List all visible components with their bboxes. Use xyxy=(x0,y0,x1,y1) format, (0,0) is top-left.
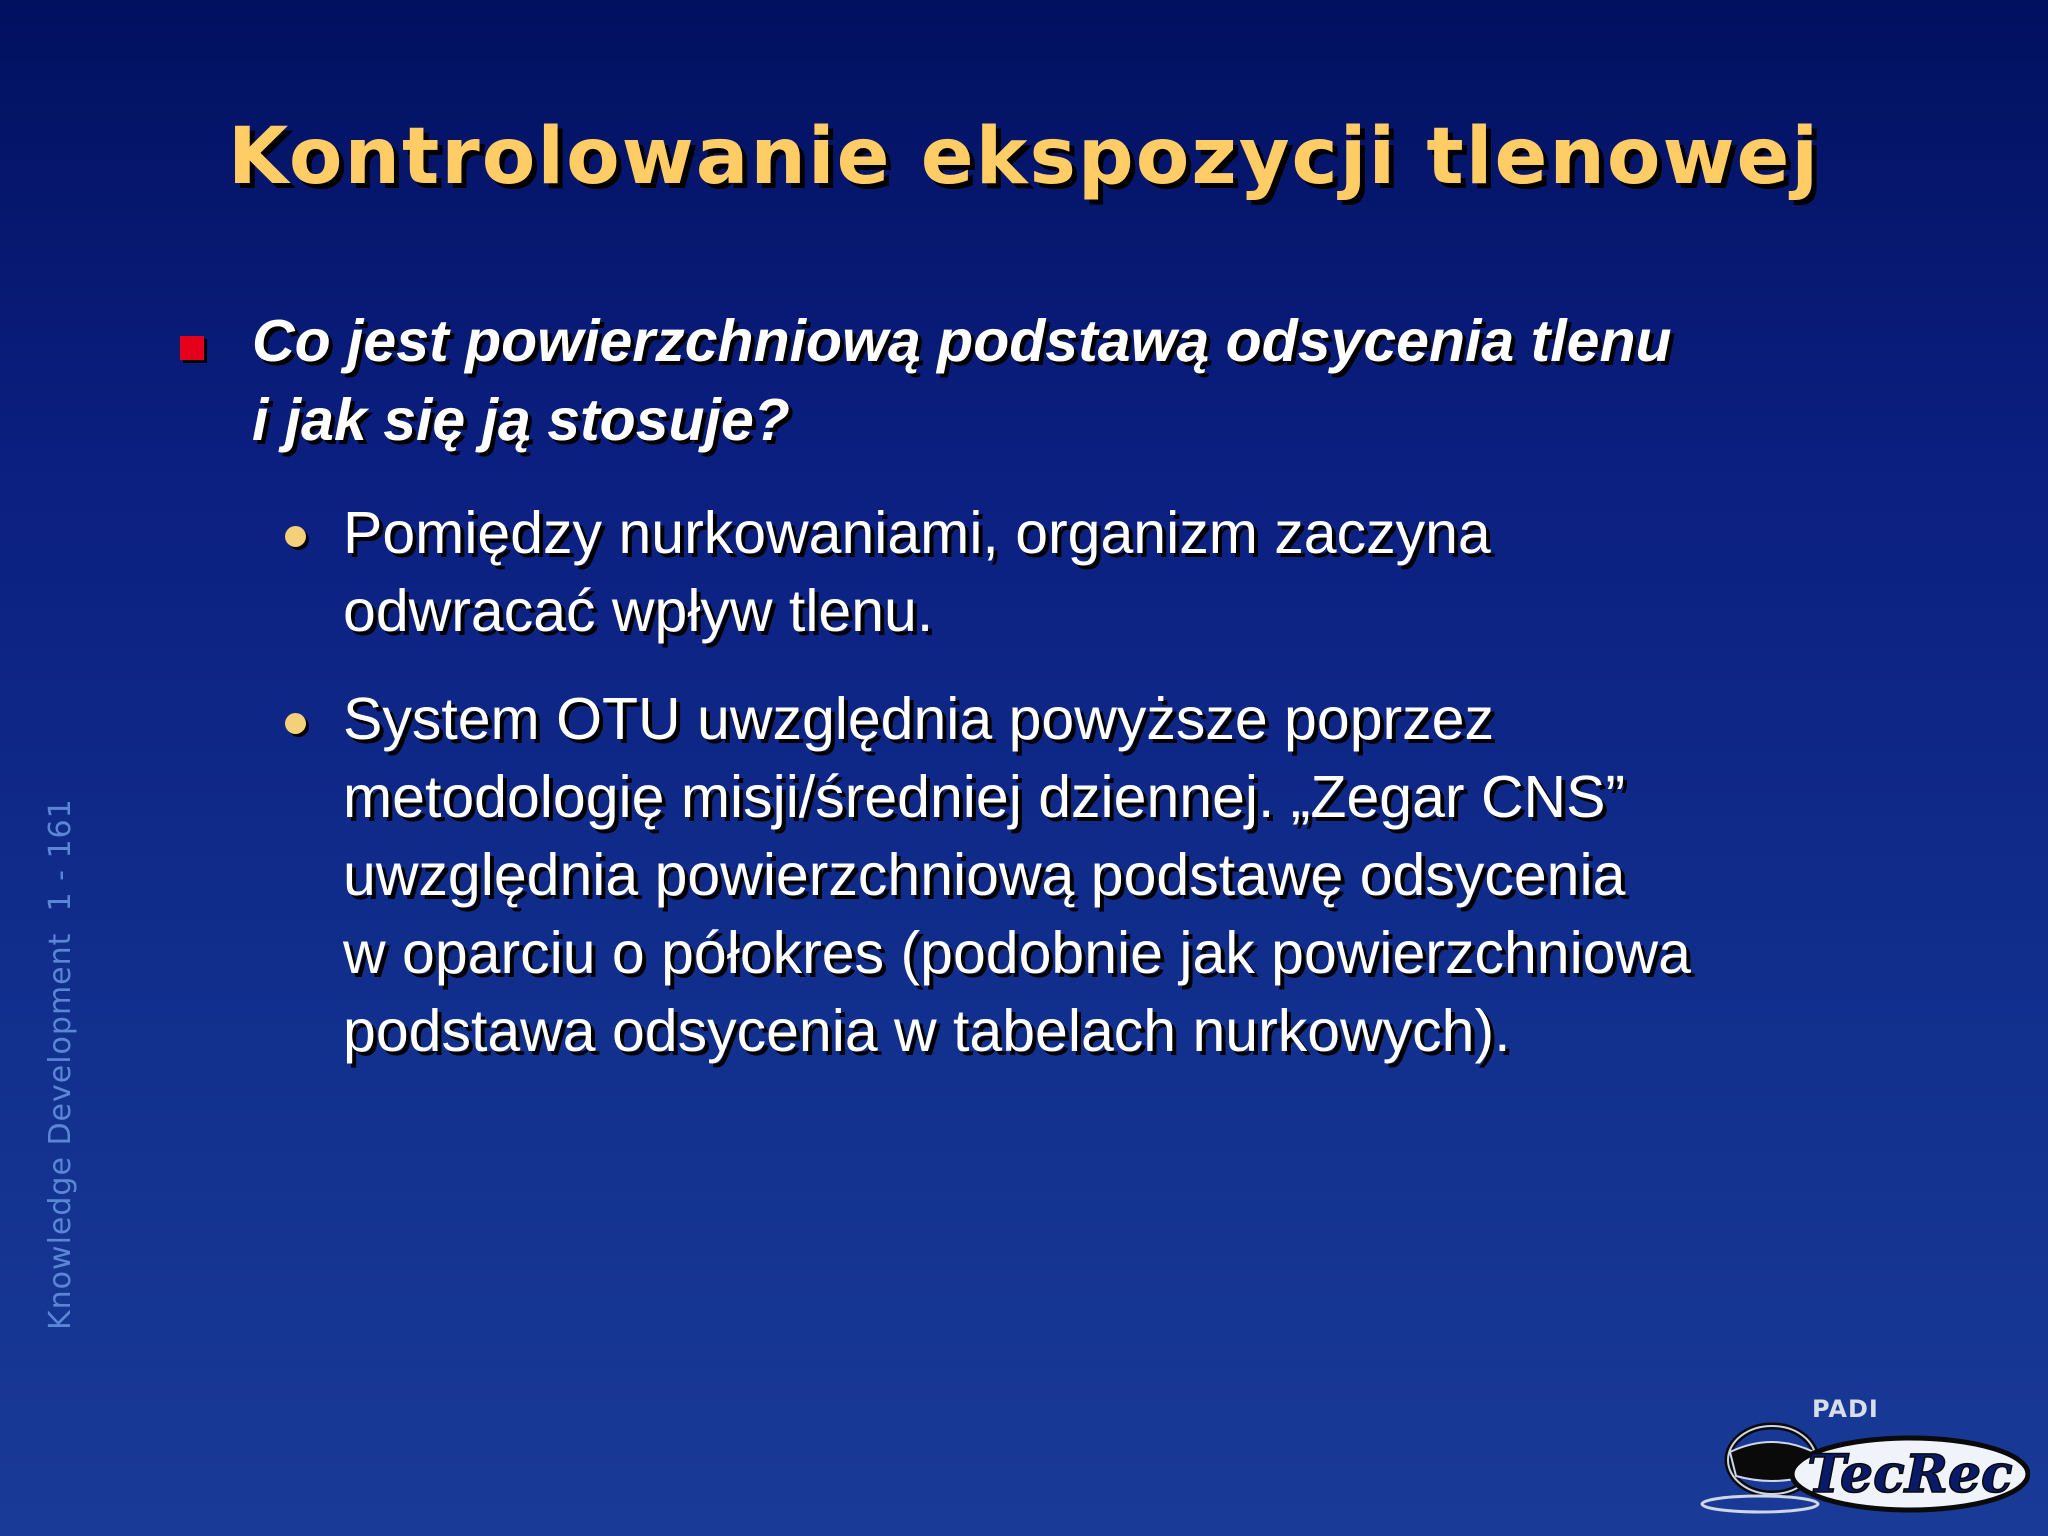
point-2 xyxy=(343,680,1963,1070)
question-line-2: i jak się ją stosuje? xyxy=(252,387,790,453)
point-2-line-1: System OTU uwzględnia powyższe poprzez xyxy=(343,686,1494,752)
square-bullet-icon xyxy=(180,336,204,360)
tecrec-logo-text: TecRec xyxy=(1807,1444,2013,1505)
round-bullet-icon xyxy=(285,526,306,547)
round-bullet-icon xyxy=(285,713,306,734)
point-2-line-2: metodologię misji/średniej dziennej. „Zegar CNS” xyxy=(343,764,1626,830)
point-1-line-2: odwracać wpływ tlenu. xyxy=(343,578,934,644)
point-2-line-3: uwzględnia powierzchniową podstawę odsycenia xyxy=(343,842,1626,908)
tecrec-logo xyxy=(1700,1394,2030,1524)
question-text xyxy=(252,302,1952,460)
point-2-line-5: podstawa odsycenia w tabelach nurkowych). xyxy=(343,998,1511,1064)
padi-logo-text: PADI xyxy=(1812,1395,1879,1423)
point-1-line-1: Pomiędzy nurkowaniami, organizm zaczyna xyxy=(343,500,1491,566)
side-label: Knowledge Development 1 - 161 xyxy=(43,798,78,1330)
question-line-1: Co jest powierzchniową podstawą odsycenia tlenu xyxy=(252,308,1672,374)
point-2-line-4: w oparciu o półokres (podobnie jak powierzchniowa xyxy=(343,920,1691,986)
point-1 xyxy=(343,494,1963,650)
slide-title: Kontrolowanie ekspozycji tlenowej xyxy=(227,112,1821,202)
